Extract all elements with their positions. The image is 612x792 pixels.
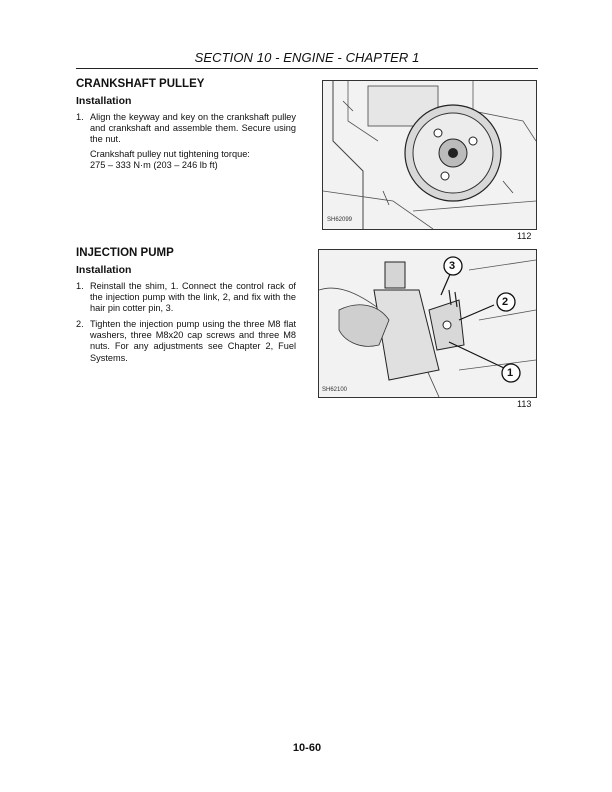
figure-number: 112 (517, 231, 532, 241)
callout-markers (319, 250, 536, 397)
step-number: 1. (76, 281, 84, 291)
crankshaft-installation-subheading: Installation (76, 95, 132, 107)
torque-label: Crankshaft pulley nut tightening torque: (90, 149, 250, 159)
crankshaft-pulley-heading: CRANKSHAFT PULLEY (76, 78, 205, 90)
step-text: Tighten the injection pump using the three M8 flat washers, three M8x20 cap screws and three M8 nuts. For any adjustments see Chapter 2, Fuel Systems. (90, 319, 296, 363)
crankshaft-step-1 (76, 112, 296, 146)
injection-pump-figure (318, 249, 537, 398)
figure-code: SH62100 (322, 387, 348, 393)
crankshaft-pulley-figure (322, 80, 537, 230)
callout-1: 1 (507, 367, 514, 379)
step-number: 2. (76, 319, 84, 329)
step-text: Reinstall the shim, 1. Connect the control rack of the injection pump with the link, 2, and fix with the hair pin cotter pin, 3. (90, 281, 296, 314)
step-text: Align the keyway and key on the crankshaft pulley and crankshaft and assemble them. Secure using the nut. (90, 112, 296, 145)
callout-2: 2 (502, 296, 509, 308)
torque-value: 275 – 333 N·m (203 – 246 lb ft) (90, 160, 218, 170)
callout-3: 3 (449, 260, 456, 272)
figure-number: 113 (517, 399, 532, 409)
page-number: 10-60 (292, 742, 322, 754)
figure-code: SH62099 (327, 217, 353, 223)
injection-step-2 (76, 319, 296, 364)
injection-installation-subheading: Installation (76, 264, 132, 276)
injection-step-1 (76, 281, 296, 315)
crankshaft-pulley-illustration (323, 81, 536, 229)
injection-pump-heading: INJECTION PUMP (76, 247, 174, 259)
page-header: SECTION 10 - ENGINE - CHAPTER 1 (194, 50, 420, 65)
step-number: 1. (76, 112, 84, 122)
header-rule (76, 68, 538, 69)
